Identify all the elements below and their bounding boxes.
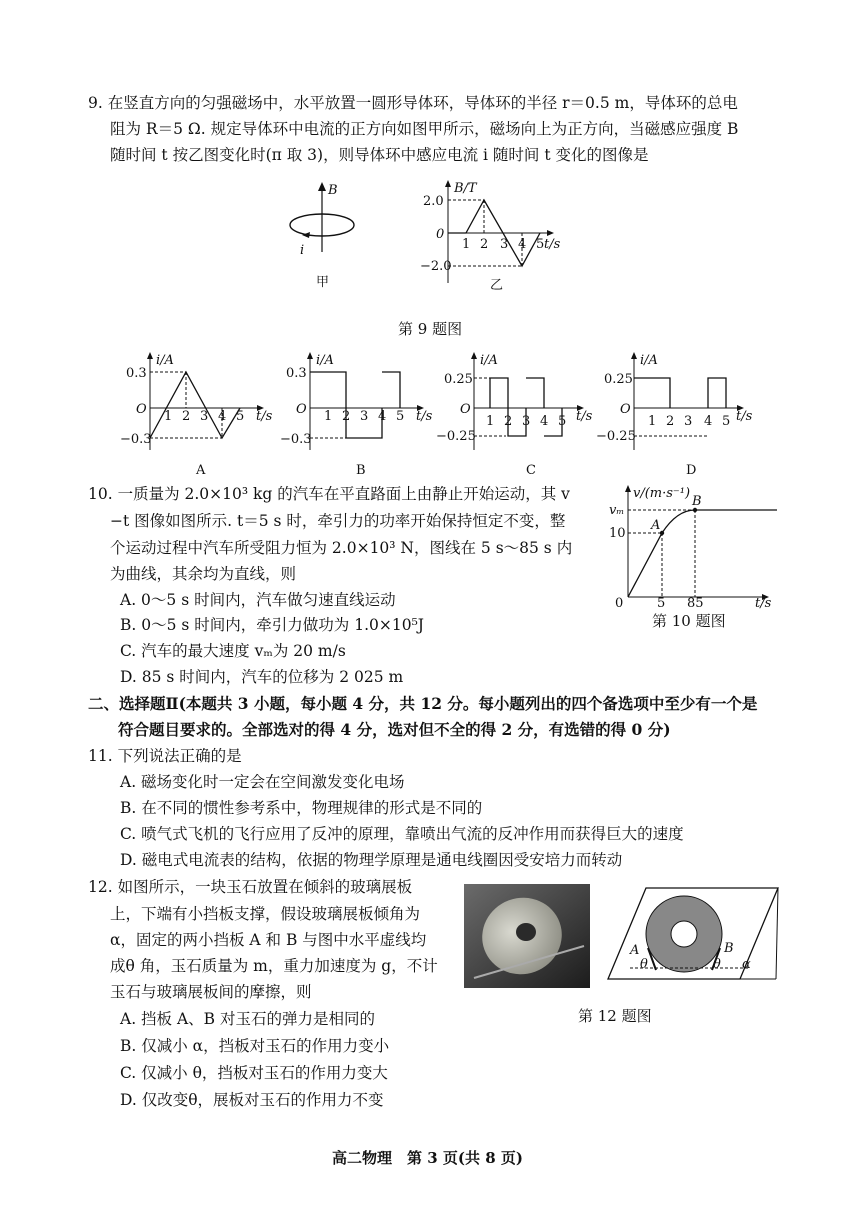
svg-text:1: 1 xyxy=(486,414,495,429)
q9-figure-jia xyxy=(280,180,370,290)
q12-photo xyxy=(464,884,590,988)
svg-text:2: 2 xyxy=(504,414,513,429)
q10-vt-graph xyxy=(605,483,785,613)
q10-origin: 0 xyxy=(615,596,624,611)
q10-point-b: B xyxy=(692,494,702,509)
svg-text:4: 4 xyxy=(218,409,227,424)
q10-option-b: B. 0～5 s 时间内，牵引力做功为 1.0×10⁵J xyxy=(120,616,424,634)
q12-theta-left: θ xyxy=(640,957,648,972)
q10-line-2: −t 图像如图所示. t＝5 s 时，牵引力的功率开始保持恒定不变，整 xyxy=(110,512,566,530)
q9-figure-caption: 第 9 题图 xyxy=(398,320,463,338)
svg-text:5: 5 xyxy=(558,414,567,429)
option-b-label: B xyxy=(356,463,366,478)
svg-text:1: 1 xyxy=(164,409,173,424)
yi-origin: 0 xyxy=(436,227,445,242)
q9-line-2: 阻为 R＝5 Ω. 规定导体环中电流的正方向如图甲所示，磁场向上为正方向，当磁感应强度 B xyxy=(110,120,739,138)
yi-xtick-5: 5 xyxy=(536,237,545,252)
svg-text:4: 4 xyxy=(540,414,549,429)
jia-i-label: i xyxy=(300,243,305,258)
q9-option-c-graph xyxy=(436,350,600,480)
q10-point-a: A xyxy=(651,518,661,533)
q10-y10: 10 xyxy=(609,526,626,541)
svg-text:2: 2 xyxy=(182,409,191,424)
svg-text:2: 2 xyxy=(342,409,351,424)
svg-text:i/A: i/A xyxy=(640,353,658,368)
q12-diagram xyxy=(600,884,780,988)
q10-line-1: 10. 一质量为 2.0×10³ kg 的汽车在平直路面上由静止开始运动，其 v xyxy=(88,485,570,503)
page-footer: 高二物理 第 3 页(共 8 页) xyxy=(332,1149,523,1167)
svg-text:0.3: 0.3 xyxy=(126,366,147,381)
svg-text:t/s: t/s xyxy=(416,409,433,424)
svg-text:0.3: 0.3 xyxy=(286,366,307,381)
svg-text:1: 1 xyxy=(648,414,657,429)
svg-text:5: 5 xyxy=(396,409,405,424)
q12-figure-caption: 第 12 题图 xyxy=(578,1007,652,1025)
q9-figure-yi xyxy=(420,178,560,293)
q11-option-c: C. 喷气式飞机的飞行应用了反冲的原理，靠喷出气流的反冲作用而获得巨大的速度 xyxy=(120,825,684,843)
svg-text:1: 1 xyxy=(324,409,333,424)
q10-option-a: A. 0～5 s 时间内，汽车做匀速直线运动 xyxy=(120,591,396,609)
q10-option-d: D. 85 s 时间内，汽车的位移为 2 025 m xyxy=(120,668,404,686)
svg-text:−0.25: −0.25 xyxy=(596,429,636,444)
q10-line-4: 为曲线，其余均为直线，则 xyxy=(110,565,297,583)
yi-xlabel: t/s xyxy=(544,237,561,252)
q10-line-3: 个运动过程中汽车所受阻力恒为 2.0×10³ N，图线在 5 s～85 s 内 xyxy=(110,539,573,557)
q9-option-b-graph xyxy=(280,350,440,480)
svg-text:4: 4 xyxy=(378,409,387,424)
q10-xlabel: t/s xyxy=(755,596,772,611)
svg-text:0.25: 0.25 xyxy=(604,372,633,387)
jia-b-label: B xyxy=(328,183,338,198)
yi-ytick-top: 2.0 xyxy=(423,194,444,209)
section2-line-2: 符合题目要求的。全部选对的得 4 分，选对但不全的得 2 分，有选错的得 0 分) xyxy=(118,720,671,739)
q9-line-1: 9. 在竖直方向的匀强磁场中，水平放置一圆形导体环，导体环的半径 r＝0.5 m，导体环的总电 xyxy=(88,94,738,112)
yi-xtick-1: 1 xyxy=(462,237,471,252)
yi-ylabel: B/T xyxy=(454,181,477,196)
svg-text:2: 2 xyxy=(666,414,675,429)
svg-text:t/s: t/s xyxy=(576,409,593,424)
svg-text:t/s: t/s xyxy=(736,409,753,424)
svg-text:i/A: i/A xyxy=(156,353,174,368)
q12-option-b: B. 仅减小 α，挡板对玉石的作用力变小 xyxy=(120,1037,390,1055)
q10-vm: vₘ xyxy=(609,503,625,518)
svg-text:3: 3 xyxy=(522,414,531,429)
svg-text:t/s: t/s xyxy=(256,409,273,424)
q9-line-3: 随时间 t 按乙图变化时(π 取 3)，则导体环中感应电流 i 随时间 t 变化的图像是 xyxy=(110,146,649,164)
q12-option-d: D. 仅改变θ，展板对玉石的作用力不变 xyxy=(120,1091,384,1109)
q9-option-d-graph xyxy=(596,350,760,480)
svg-text:−0.3: −0.3 xyxy=(280,432,312,447)
yi-xtick-2: 2 xyxy=(480,237,489,252)
q11-option-a: A. 磁场变化时一定会在空间激发变化电场 xyxy=(120,773,405,791)
q12-line-4: 成θ 角，玉石质量为 m，重力加速度为 g，不计 xyxy=(110,957,438,975)
jia-caption: 甲 xyxy=(316,275,330,290)
q12-option-c: C. 仅减小 θ，挡板对玉石的作用力变大 xyxy=(120,1064,388,1082)
q12-line-5: 玉石与玻璃展板间的摩擦，则 xyxy=(110,983,312,1001)
q12-line-1: 12. 如图所示，一块玉石放置在倾斜的玻璃展板 xyxy=(88,878,413,896)
q10-option-c: C. 汽车的最大速度 vₘ为 20 m/s xyxy=(120,642,346,660)
svg-text:3: 3 xyxy=(360,409,369,424)
yi-caption: 乙 xyxy=(490,278,504,293)
q11-stem: 11. 下列说法正确的是 xyxy=(88,747,242,765)
option-c-label: C xyxy=(526,463,536,478)
q12-line-3: α，固定的两小挡板 A 和 B 与图中水平虚线均 xyxy=(110,931,427,949)
q9-option-a-graph xyxy=(120,350,280,480)
svg-text:−0.25: −0.25 xyxy=(436,429,476,444)
svg-text:O: O xyxy=(136,402,147,417)
q10-ylabel: v/(m·s⁻¹) xyxy=(633,486,691,501)
q12-label-a: A xyxy=(630,943,640,958)
svg-text:5: 5 xyxy=(722,414,731,429)
yi-xtick-4: 4 xyxy=(518,237,527,252)
q11-option-d: D. 磁电式电流表的结构，依据的物理学原理是通电线圈因受安培力而转动 xyxy=(120,851,623,869)
svg-text:3: 3 xyxy=(684,414,693,429)
svg-text:4: 4 xyxy=(704,414,713,429)
section2-line-1: 二、选择题Ⅱ(本题共 3 小题，每小题 4 分，共 12 分。每小题列出的四个备选项中至少有一个是 xyxy=(88,694,758,713)
q10-x85: 85 xyxy=(687,596,704,611)
q10-figure-caption: 第 10 题图 xyxy=(652,612,726,630)
svg-text:3: 3 xyxy=(200,409,209,424)
q12-label-b: B xyxy=(724,941,734,956)
svg-text:i/A: i/A xyxy=(316,353,334,368)
svg-text:O: O xyxy=(620,402,631,417)
yi-xtick-3: 3 xyxy=(500,237,509,252)
yi-ytick-bot: −2.0 xyxy=(420,259,452,274)
q10-x5: 5 xyxy=(657,596,666,611)
q12-theta-right: θ xyxy=(713,957,721,972)
svg-text:0.25: 0.25 xyxy=(444,372,473,387)
q11-option-b: B. 在不同的惯性参考系中，物理规律的形式是不同的 xyxy=(120,799,483,817)
svg-text:O: O xyxy=(296,402,307,417)
option-d-label: D xyxy=(686,463,697,478)
option-a-label: A xyxy=(196,463,206,478)
q12-alpha: α xyxy=(742,957,751,972)
svg-text:−0.3: −0.3 xyxy=(120,432,152,447)
svg-text:i/A: i/A xyxy=(480,353,498,368)
q12-line-2: 上，下端有小挡板支撑，假设玻璃展板倾角为 xyxy=(110,905,421,923)
q12-option-a: A. 挡板 A、B 对玉石的弹力是相同的 xyxy=(120,1010,375,1028)
svg-text:5: 5 xyxy=(236,409,245,424)
svg-text:O: O xyxy=(460,402,471,417)
